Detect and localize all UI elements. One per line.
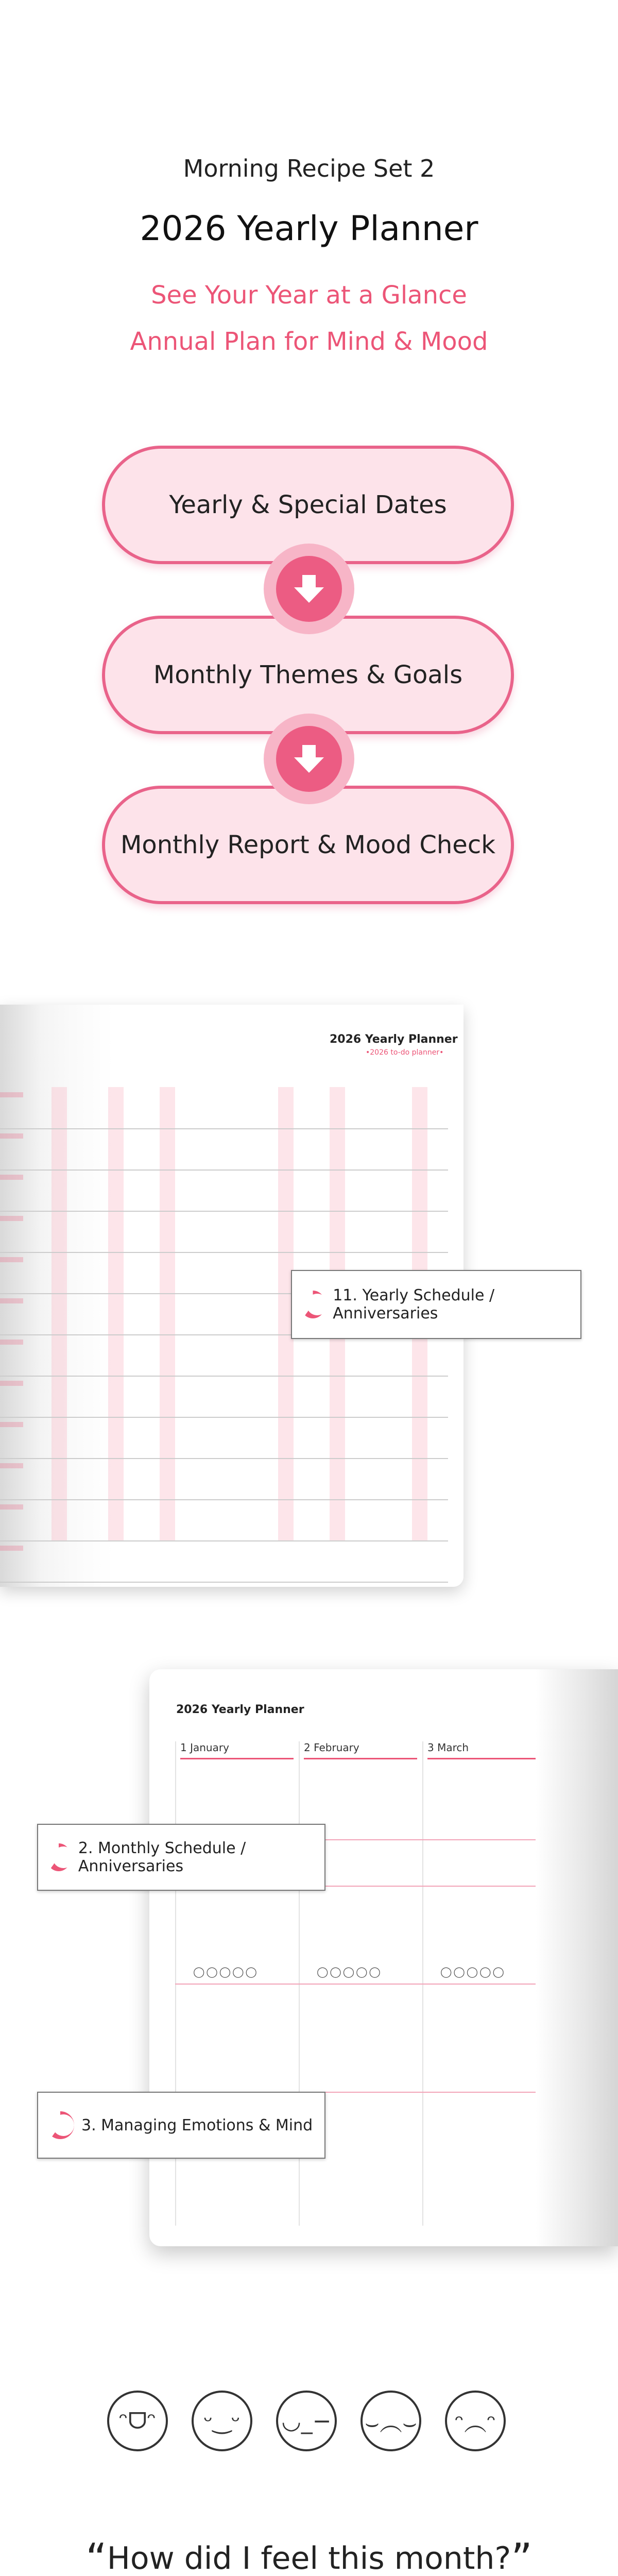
month-header: 1 January [180,1741,294,1759]
winking-face-icon: ◡_− [276,2391,337,2451]
mood-boxes: ◯◯◯◯◯ [317,1965,382,1978]
planner-row [0,1540,448,1583]
flow-step-label: Monthly Report & Mood Check [120,831,496,859]
monthly-planner-page [149,1669,618,2246]
planner-title: 2026 Yearly Planner [330,1033,458,1046]
tagline-1: See Your Year at a Glance [151,281,467,310]
planner-subtitle: •2026 to-do planner• [366,1048,444,1057]
planner-row [0,1211,448,1253]
planner-row [0,1582,448,1587]
row-marker [0,1092,23,1097]
progress-ring-icon [46,1843,71,1871]
row-marker [0,1133,23,1139]
tagline-2: Annual Plan for Mind & Mood [130,327,488,356]
flow-step-label: Monthly Themes & Goals [153,660,463,689]
mood-boxes: ◯◯◯◯◯ [440,1965,506,1978]
callout-label: 2. Monthly Schedule / Anniversaries [78,1839,246,1875]
arrow-down-icon [264,714,354,804]
planner-row [0,1499,448,1541]
smiling-face-icon: ᵕ‿ᵕ [192,2391,252,2451]
row-marker [0,1340,23,1345]
page-fold-shadow [536,1669,618,2246]
callout-label: 11. Yearly Schedule / Anniversaries [333,1286,495,1323]
row-marker [0,1546,23,1551]
callout-managing-emotions [37,2092,325,2159]
callout-monthly-schedule [37,1824,325,1891]
row-marker [0,1175,23,1180]
mood-boxes: ◯◯◯◯◯ [193,1965,259,1978]
set-subtitle: Morning Recipe Set 2 [183,155,435,182]
planner-row [0,1128,448,1171]
planner-row [0,1087,448,1129]
month-header: 2 February [304,1741,417,1759]
row-marker [0,1422,23,1427]
progress-ring-icon [46,2111,74,2139]
planner-row [0,1458,448,1500]
row-marker [0,1216,23,1221]
planner-row [0,1170,448,1212]
page-title: 2026 Yearly Planner [140,209,478,248]
row-marker [0,1298,23,1303]
callout-label: 3. Managing Emotions & Mind [81,2116,313,2134]
progress-ring-icon [300,1291,325,1318]
row-marker [0,1504,23,1510]
arrow-down-icon [264,544,354,634]
laughing-face-icon: ᵔᗜᵔ [107,2391,168,2451]
sad-face-icon: ⌣︵⌣ [360,2391,421,2451]
quote-heading: “How did I feel this month?” [85,2535,533,2576]
row-marker [0,1381,23,1386]
crying-face-icon: ᵔ︵ᵔ [445,2391,506,2451]
planner-row [0,1417,448,1459]
callout-yearly-schedule [291,1270,581,1339]
planner-title: 2026 Yearly Planner [176,1703,304,1716]
planner-row [0,1376,448,1418]
planner-row [0,1334,448,1377]
month-header: 3 March [427,1741,541,1759]
quote-line-1: How did I feel this month? [107,2540,511,2576]
row-marker [0,1257,23,1262]
row-marker [0,1463,23,1468]
flow-step-label: Yearly & Special Dates [169,490,447,519]
